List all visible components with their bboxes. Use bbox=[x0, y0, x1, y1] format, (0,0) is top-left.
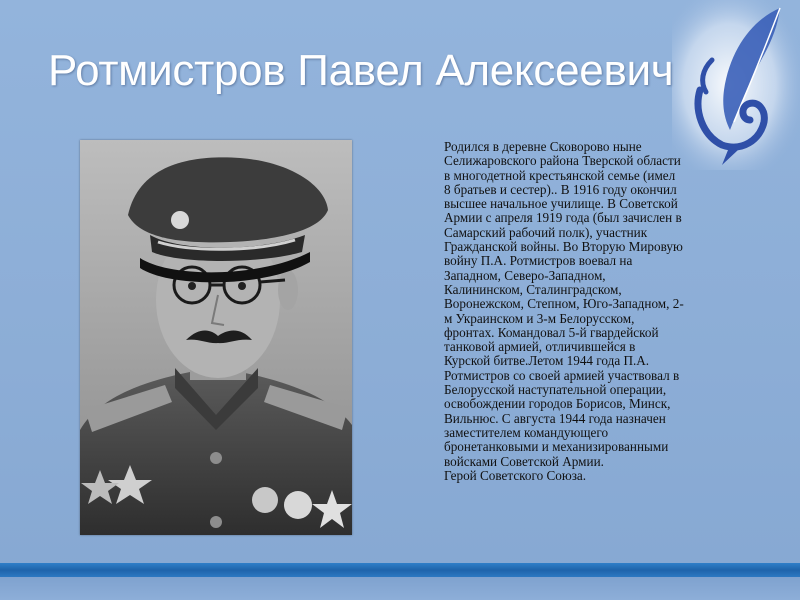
biography-text: Родился в деревне Сковорово ныне Селижаровского района Тверской области в многодетной крестьянской семье (имел 8 братьев и сестер).. В 1916 году окончил высшее начальное училище. В Советской Армии с апреля 1919 года (был зачислен в Самарский рабочий полк), участник Гражданской войны. Во Вторую Мировую войну П.А. Ротмистров воевал на Западном, Северо-Западном, Калининском, Сталинградском, Воронежском, Степном, Юго-Западном, 2- м Украинском и 3-м Белорусском, фронтах. Командовал 5-й гвардейской танковой армией, отличившейся в Курской битве.Летом 1944 года П.А. Ротмистров со своей армией участвовал в Белорусской наступательной операции, освобождении городов Борисов, Минск, Вильнюс. С августа 1944 года назначен заместителем командующего бронетанковыми и механизированными войсками Советской Армии. Герой Советского Союза. bbox=[444, 139, 684, 483]
slide-title: Ротмистров Павел Алексеевич bbox=[48, 46, 674, 95]
footer-strip bbox=[0, 577, 800, 600]
footer-bar bbox=[0, 563, 800, 577]
portrait-photo bbox=[80, 140, 352, 535]
